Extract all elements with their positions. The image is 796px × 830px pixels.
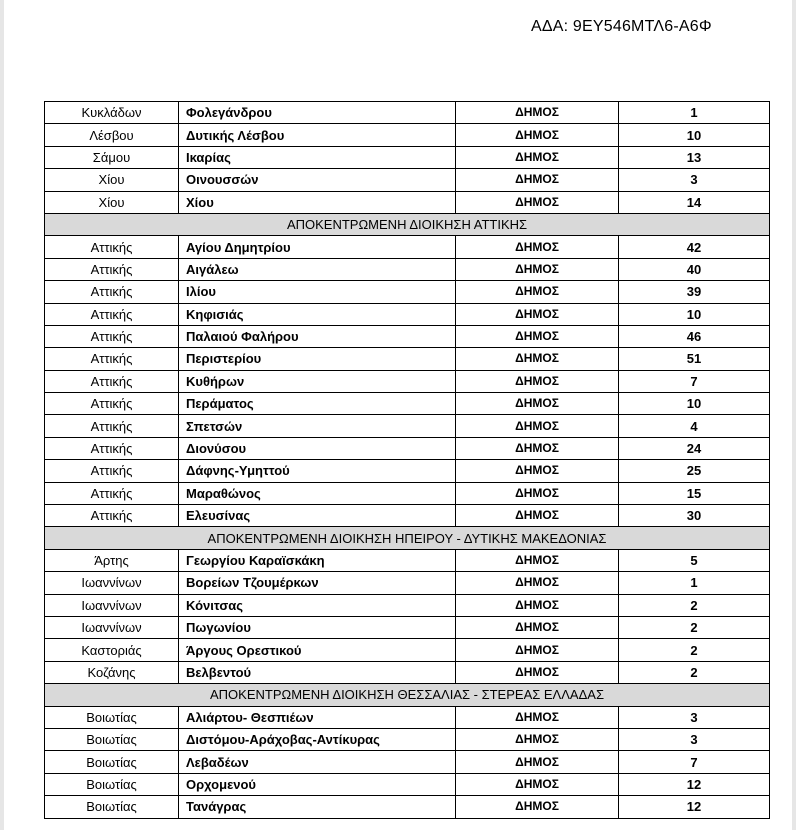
table-row [45,348,770,370]
count-cell: 2 [619,639,770,661]
municipality-cell: Πωγωνίου [179,616,456,638]
count-cell: 42 [619,236,770,258]
table-row [45,325,770,347]
table-row [45,616,770,638]
type-cell: ΔΗΜΟΣ [456,482,619,504]
municipality-cell: Βορείων Τζουμέρκων [179,572,456,594]
type-cell: ΔΗΜΟΣ [456,661,619,683]
type-cell: ΔΗΜΟΣ [456,460,619,482]
table-row [45,572,770,594]
section-header-row [45,527,770,549]
type-cell: ΔΗΜΟΣ [456,102,619,124]
prefecture-cell: Βοιωτίας [45,751,179,773]
count-cell: 5 [619,549,770,571]
table-row [45,191,770,213]
prefecture-cell: Λέσβου [45,124,179,146]
table-row [45,796,770,818]
table-body [45,102,770,819]
prefecture-cell: Αττικής [45,236,179,258]
municipality-cell: Αλιάρτου- Θεσπιέων [179,706,456,728]
type-cell: ΔΗΜΟΣ [456,169,619,191]
count-cell: 1 [619,572,770,594]
type-cell: ΔΗΜΟΣ [456,751,619,773]
prefecture-cell: Αττικής [45,460,179,482]
type-cell: ΔΗΜΟΣ [456,773,619,795]
prefecture-cell: Βοιωτίας [45,773,179,795]
municipality-cell: Ορχομενού [179,773,456,795]
municipality-cell: Γεωργίου Καραϊσκάκη [179,549,456,571]
table-row [45,169,770,191]
prefecture-cell: Αττικής [45,393,179,415]
prefecture-cell: Καστοριάς [45,639,179,661]
table-row [45,415,770,437]
prefecture-cell: Ιωαννίνων [45,594,179,616]
table-row [45,258,770,280]
count-cell: 1 [619,102,770,124]
type-cell: ΔΗΜΟΣ [456,796,619,818]
municipality-cell: Περάματος [179,393,456,415]
type-cell: ΔΗΜΟΣ [456,728,619,750]
prefecture-cell: Αττικής [45,325,179,347]
table-row [45,124,770,146]
ada-code: ΑΔΑ: 9ΕΥ546ΜΤΛ6-Α6Φ [531,18,712,35]
prefecture-cell: Σάμου [45,146,179,168]
prefecture-cell: Αττικής [45,437,179,459]
table-row [45,482,770,504]
type-cell: ΔΗΜΟΣ [456,572,619,594]
type-cell: ΔΗΜΟΣ [456,616,619,638]
type-cell: ΔΗΜΟΣ [456,706,619,728]
count-cell: 2 [619,661,770,683]
prefecture-cell: Αττικής [45,370,179,392]
municipality-cell: Ικαρίας [179,146,456,168]
type-cell: ΔΗΜΟΣ [456,325,619,347]
count-cell: 25 [619,460,770,482]
table-row [45,460,770,482]
municipalities-table [44,101,770,819]
table-row [45,728,770,750]
prefecture-cell: Αττικής [45,505,179,527]
prefecture-cell: Αττικής [45,415,179,437]
municipality-cell: Φολεγάνδρου [179,102,456,124]
count-cell: 3 [619,706,770,728]
prefecture-cell: Αττικής [45,482,179,504]
type-cell: ΔΗΜΟΣ [456,281,619,303]
table-row [45,549,770,571]
municipality-cell: Σπετσών [179,415,456,437]
type-cell: ΔΗΜΟΣ [456,191,619,213]
table-row [45,639,770,661]
count-cell: 2 [619,616,770,638]
table-row [45,236,770,258]
municipality-cell: Δυτικής Λέσβου [179,124,456,146]
count-cell: 7 [619,751,770,773]
count-cell: 10 [619,303,770,325]
municipality-cell: Κυθήρων [179,370,456,392]
municipality-cell: Δάφνης-Υμηττού [179,460,456,482]
municipality-cell: Διονύσου [179,437,456,459]
count-cell: 7 [619,370,770,392]
table-row [45,594,770,616]
table-row [45,281,770,303]
municipality-cell: Ελευσίνας [179,505,456,527]
prefecture-cell: Βοιωτίας [45,796,179,818]
prefecture-cell: Άρτης [45,549,179,571]
municipality-cell: Ιλίου [179,281,456,303]
municipality-cell: Αιγάλεω [179,258,456,280]
count-cell: 12 [619,773,770,795]
prefecture-cell: Βοιωτίας [45,706,179,728]
type-cell: ΔΗΜΟΣ [456,505,619,527]
count-cell: 10 [619,124,770,146]
table-row [45,505,770,527]
prefecture-cell: Βοιωτίας [45,728,179,750]
table-row [45,303,770,325]
section-title: ΑΠΟΚΕΝΤΡΩΜΕΝΗ ΔΙΟΙΚΗΣΗ ΑΤΤΙΚΗΣ [45,213,770,235]
table-row [45,437,770,459]
count-cell: 14 [619,191,770,213]
prefecture-cell: Κοζάνης [45,661,179,683]
municipality-cell: Βελβεντού [179,661,456,683]
section-header-row [45,684,770,706]
type-cell: ΔΗΜΟΣ [456,303,619,325]
prefecture-cell: Χίου [45,191,179,213]
type-cell: ΔΗΜΟΣ [456,639,619,661]
type-cell: ΔΗΜΟΣ [456,437,619,459]
table-row [45,661,770,683]
count-cell: 15 [619,482,770,504]
type-cell: ΔΗΜΟΣ [456,146,619,168]
type-cell: ΔΗΜΟΣ [456,549,619,571]
count-cell: 46 [619,325,770,347]
municipality-cell: Περιστερίου [179,348,456,370]
municipality-cell: Λεβαδέων [179,751,456,773]
prefecture-cell: Αττικής [45,258,179,280]
type-cell: ΔΗΜΟΣ [456,393,619,415]
count-cell: 30 [619,505,770,527]
prefecture-cell: Ιωαννίνων [45,572,179,594]
municipality-cell: Κόνιτσας [179,594,456,616]
municipality-cell: Άργους Ορεστικού [179,639,456,661]
count-cell: 13 [619,146,770,168]
table-row [45,706,770,728]
table-row [45,102,770,124]
municipality-cell: Χίου [179,191,456,213]
type-cell: ΔΗΜΟΣ [456,124,619,146]
section-title: ΑΠΟΚΕΝΤΡΩΜΕΝΗ ΔΙΟΙΚΗΣΗ ΗΠΕΙΡΟΥ - ΔΥΤΙΚΗΣ ΜΑΚΕΔΟΝΙΑΣ [45,527,770,549]
type-cell: ΔΗΜΟΣ [456,594,619,616]
count-cell: 39 [619,281,770,303]
count-cell: 12 [619,796,770,818]
page-edge-right [792,0,796,830]
count-cell: 51 [619,348,770,370]
prefecture-cell: Χίου [45,169,179,191]
municipality-cell: Οινουσσών [179,169,456,191]
type-cell: ΔΗΜΟΣ [456,348,619,370]
table-row [45,146,770,168]
municipality-cell: Αγίου Δημητρίου [179,236,456,258]
table-row [45,751,770,773]
prefecture-cell: Ιωαννίνων [45,616,179,638]
prefecture-cell: Κυκλάδων [45,102,179,124]
page-edge-left [0,0,4,830]
count-cell: 10 [619,393,770,415]
count-cell: 40 [619,258,770,280]
prefecture-cell: Αττικής [45,281,179,303]
table-row [45,393,770,415]
prefecture-cell: Αττικής [45,348,179,370]
section-title: ΑΠΟΚΕΝΤΡΩΜΕΝΗ ΔΙΟΙΚΗΣΗ ΘΕΣΣΑΛΙΑΣ - ΣΤΕΡΕΑΣ ΕΛΛΑΔΑΣ [45,684,770,706]
municipality-cell: Μαραθώνος [179,482,456,504]
prefecture-cell: Αττικής [45,303,179,325]
count-cell: 24 [619,437,770,459]
count-cell: 3 [619,169,770,191]
count-cell: 4 [619,415,770,437]
type-cell: ΔΗΜΟΣ [456,236,619,258]
municipality-cell: Κηφισιάς [179,303,456,325]
count-cell: 2 [619,594,770,616]
type-cell: ΔΗΜΟΣ [456,258,619,280]
type-cell: ΔΗΜΟΣ [456,415,619,437]
municipality-cell: Παλαιού Φαλήρου [179,325,456,347]
section-header-row [45,213,770,235]
municipality-cell: Διστόμου-Αράχοβας-Αντίκυρας [179,728,456,750]
type-cell: ΔΗΜΟΣ [456,370,619,392]
count-cell: 3 [619,728,770,750]
municipality-cell: Τανάγρας [179,796,456,818]
table-row [45,370,770,392]
table-row [45,773,770,795]
